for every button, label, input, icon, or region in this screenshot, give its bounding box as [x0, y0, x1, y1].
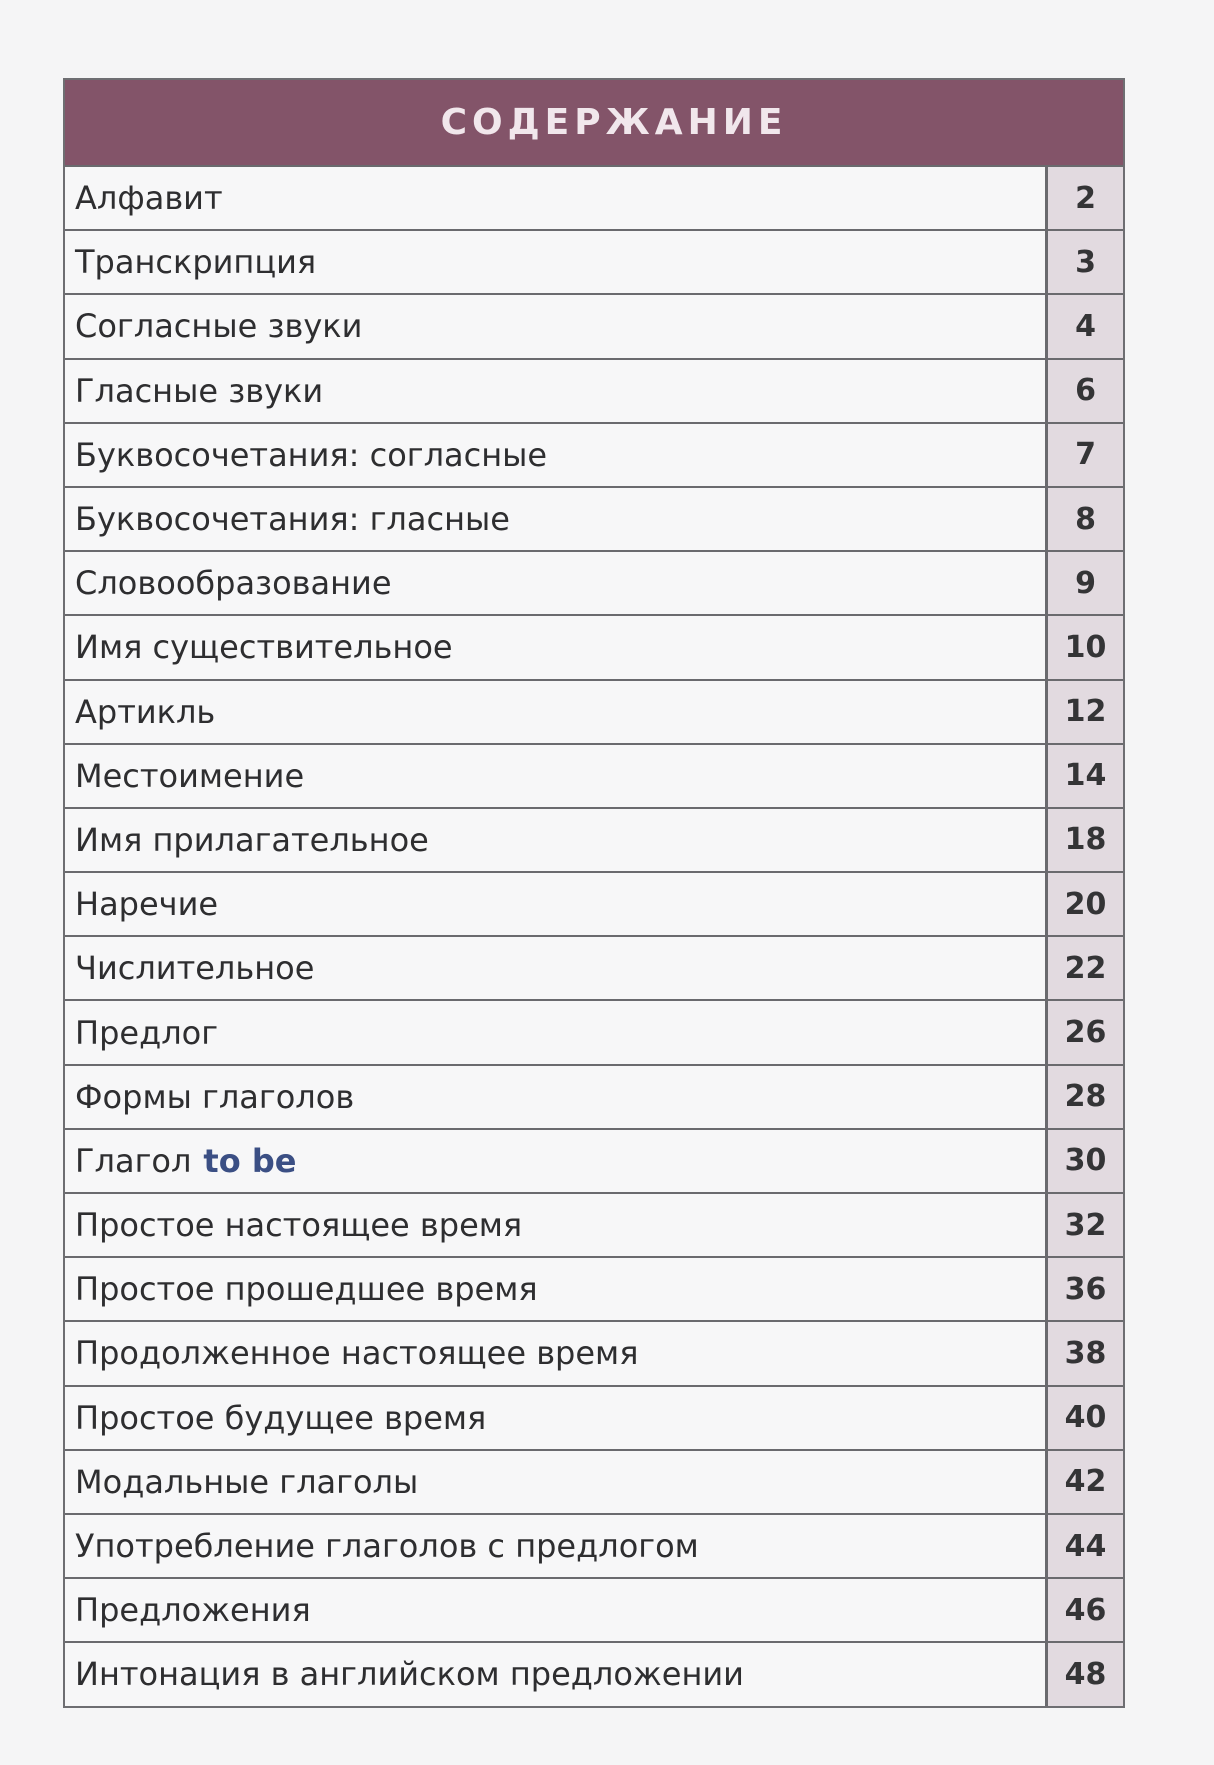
toc-entry-text: Формы глаголов [75, 1077, 355, 1116]
toc-entry-title [65, 809, 1045, 871]
toc-row[interactable] [65, 679, 1123, 743]
toc-page-number: 40 [1045, 1387, 1123, 1449]
toc-row[interactable] [65, 1192, 1123, 1256]
toc-entry-title [65, 616, 1045, 678]
toc-row[interactable] [65, 422, 1123, 486]
toc-entry-title [65, 1579, 1045, 1641]
toc-entry-text: Имя прилагательное [75, 820, 429, 859]
toc-entry-title [65, 1258, 1045, 1320]
toc-entry-text: Местоимение [75, 756, 305, 795]
toc-page-number: 30 [1045, 1130, 1123, 1192]
toc-row[interactable] [65, 1128, 1123, 1192]
toc-entry-title [65, 1387, 1045, 1449]
toc-entry-text: Алфавит [75, 179, 223, 218]
toc-entry-title [65, 1130, 1045, 1192]
toc-row[interactable] [65, 1577, 1123, 1641]
toc-entry-text: Простое настоящее время [75, 1206, 523, 1245]
toc-page-number: 26 [1045, 1001, 1123, 1063]
toc-entry-text: Буквосочетания: согласные [75, 435, 548, 474]
toc-page-number: 18 [1045, 809, 1123, 871]
toc-entry-text: Простое прошедшее время [75, 1270, 538, 1309]
toc-page-number: 22 [1045, 937, 1123, 999]
toc-row[interactable] [65, 1064, 1123, 1128]
toc-row[interactable] [65, 229, 1123, 293]
toc-entry-title [65, 937, 1045, 999]
toc-entry-text: Гласные звуки [75, 371, 324, 410]
toc-row[interactable] [65, 1256, 1123, 1320]
toc-entry-title [65, 1451, 1045, 1513]
toc-entry-title [65, 360, 1045, 422]
toc-page-number: 10 [1045, 616, 1123, 678]
toc-page-number: 46 [1045, 1579, 1123, 1641]
toc-entry-text: Согласные звуки [75, 307, 363, 346]
toc-page-number: 3 [1045, 231, 1123, 293]
toc-entry-text: Предлог [75, 1013, 219, 1052]
toc-row[interactable] [65, 358, 1123, 422]
toc-page-number: 36 [1045, 1258, 1123, 1320]
toc-entry-text: Словообразование [75, 564, 392, 603]
toc-entry-text: Имя существительное [75, 628, 453, 667]
toc-entry-text: Числительное [75, 949, 315, 988]
toc-entry-title [65, 488, 1045, 550]
toc-entry-text: Интонация в английском предложении [75, 1655, 744, 1694]
toc-row[interactable] [65, 614, 1123, 678]
toc-entry-emphasis: to be [203, 1141, 297, 1180]
toc-row[interactable] [65, 1385, 1123, 1449]
toc-header [65, 80, 1123, 165]
toc-row[interactable] [65, 165, 1123, 229]
toc-entry-text: Продолженное настоящее время [75, 1334, 639, 1373]
toc-entry-text: Глагол [75, 1141, 192, 1180]
toc-page-number: 38 [1045, 1322, 1123, 1384]
toc-entry-text: Наречие [75, 885, 219, 924]
toc-entry-text: Буквосочетания: гласные [75, 500, 510, 539]
toc-row[interactable] [65, 807, 1123, 871]
toc-entry-title [65, 424, 1045, 486]
toc-row[interactable] [65, 1513, 1123, 1577]
toc-page-number: 8 [1045, 488, 1123, 550]
toc-page-number: 48 [1045, 1643, 1123, 1705]
toc-rows [65, 165, 1123, 1706]
toc-row[interactable] [65, 1320, 1123, 1384]
toc-entry-text: Предложения [75, 1591, 311, 1630]
toc-page-number: 7 [1045, 424, 1123, 486]
toc-entry-text: Транскрипция [75, 243, 317, 282]
toc-row[interactable] [65, 486, 1123, 550]
toc-entry-text: Употребление глаголов с предлогом [75, 1527, 699, 1566]
toc-page-number: 6 [1045, 360, 1123, 422]
toc-row[interactable] [65, 935, 1123, 999]
toc-entry-title [65, 231, 1045, 293]
toc-page-number: 2 [1045, 167, 1123, 229]
toc-page-number: 12 [1045, 681, 1123, 743]
toc-entry-title [65, 873, 1045, 935]
toc-page-number: 14 [1045, 745, 1123, 807]
toc-row[interactable] [65, 1449, 1123, 1513]
toc-page-number: 20 [1045, 873, 1123, 935]
toc-entry-text: Модальные глаголы [75, 1462, 419, 1501]
toc-row[interactable] [65, 743, 1123, 807]
toc-entry-title [65, 1643, 1045, 1705]
toc-page-number: 28 [1045, 1066, 1123, 1128]
toc-row[interactable] [65, 293, 1123, 357]
toc-entry-title [65, 1001, 1045, 1063]
toc-page-number: 44 [1045, 1515, 1123, 1577]
toc-entry-text: Простое будущее время [75, 1398, 487, 1437]
toc-entry-title [65, 552, 1045, 614]
toc-entry-title [65, 1066, 1045, 1128]
toc-row[interactable] [65, 550, 1123, 614]
toc-entry-title [65, 681, 1045, 743]
table-of-contents [63, 78, 1125, 1708]
toc-page-number: 42 [1045, 1451, 1123, 1513]
toc-entry-title [65, 1515, 1045, 1577]
toc-page-number: 32 [1045, 1194, 1123, 1256]
toc-entry-title [65, 167, 1045, 229]
toc-entry-title [65, 745, 1045, 807]
toc-row[interactable] [65, 999, 1123, 1063]
toc-entry-title [65, 295, 1045, 357]
toc-page-number: 9 [1045, 552, 1123, 614]
toc-entry-title [65, 1194, 1045, 1256]
toc-page-number: 4 [1045, 295, 1123, 357]
toc-entry-text: Артикль [75, 692, 216, 731]
toc-row[interactable] [65, 1641, 1123, 1705]
toc-title: СОДЕРЖАНИЕ [440, 102, 788, 143]
toc-entry-title [65, 1322, 1045, 1384]
toc-row[interactable] [65, 871, 1123, 935]
